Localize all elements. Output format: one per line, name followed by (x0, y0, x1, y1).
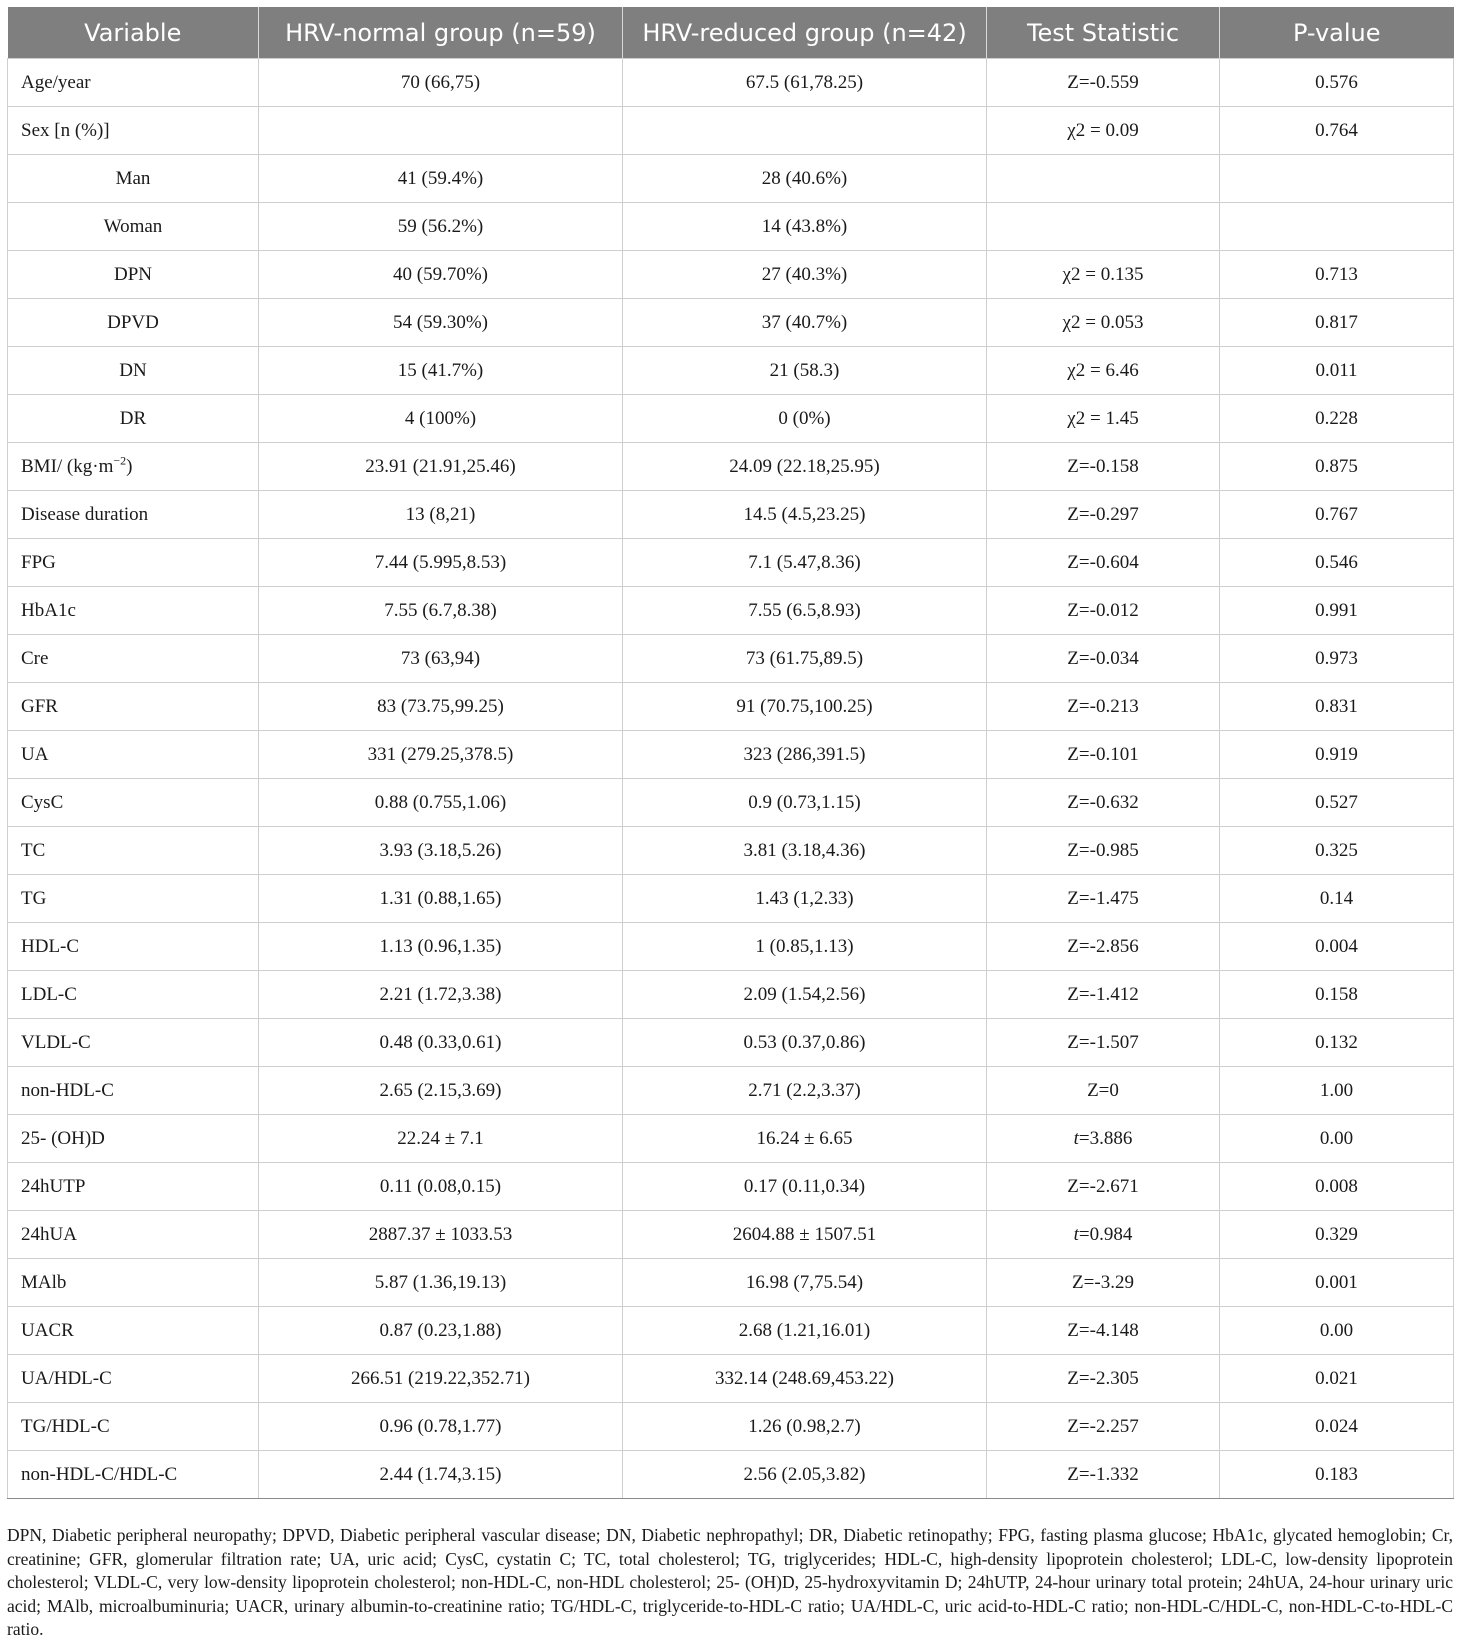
cell-hrv-reduced: 67.5 (61,78.25) (623, 59, 987, 107)
cell-hrv-reduced: 332.14 (248.69,453.22) (623, 1355, 987, 1403)
cell-test-statistic: Z=-1.507 (987, 1019, 1220, 1067)
table-row (8, 731, 1454, 779)
table-row (8, 1211, 1454, 1259)
cell-variable: HbA1c (8, 587, 259, 635)
cell-hrv-reduced: 1.26 (0.98,2.7) (623, 1403, 987, 1451)
cell-p-value: 0.991 (1220, 587, 1454, 635)
table-row (8, 1163, 1454, 1211)
cell-variable: Disease duration (8, 491, 259, 539)
table-row (8, 155, 1454, 203)
cell-hrv-normal: 1.31 (0.88,1.65) (259, 875, 623, 923)
cell-hrv-reduced: 1 (0.85,1.13) (623, 923, 987, 971)
cell-variable: TG (8, 875, 259, 923)
cell-test-statistic: t=0.984 (987, 1211, 1220, 1259)
cell-p-value: 0.817 (1220, 299, 1454, 347)
cell-p-value: 0.008 (1220, 1163, 1454, 1211)
cell-variable: 24hUA (8, 1211, 259, 1259)
cell-hrv-reduced: 0.9 (0.73,1.15) (623, 779, 987, 827)
table-container (7, 7, 1453, 1499)
table-row (8, 1259, 1454, 1307)
table-row (8, 875, 1454, 923)
cell-p-value: 0.183 (1220, 1451, 1454, 1499)
cell-hrv-reduced (623, 107, 987, 155)
cell-hrv-normal: 54 (59.30%) (259, 299, 623, 347)
table-row (8, 1067, 1454, 1115)
cell-hrv-normal: 15 (41.7%) (259, 347, 623, 395)
cell-hrv-reduced: 0 (0%) (623, 395, 987, 443)
cell-test-statistic: χ2 = 0.053 (987, 299, 1220, 347)
cell-hrv-normal: 70 (66,75) (259, 59, 623, 107)
cell-test-statistic: χ2 = 0.135 (987, 251, 1220, 299)
table-row (8, 443, 1454, 491)
cell-variable: MAlb (8, 1259, 259, 1307)
cell-p-value: 0.132 (1220, 1019, 1454, 1067)
cell-p-value: 0.024 (1220, 1403, 1454, 1451)
cell-p-value: 0.919 (1220, 731, 1454, 779)
header-hrv-reduced: HRV-reduced group (n=42) (623, 7, 987, 59)
cell-hrv-normal: 4 (100%) (259, 395, 623, 443)
cell-variable: LDL-C (8, 971, 259, 1019)
cell-hrv-normal: 331 (279.25,378.5) (259, 731, 623, 779)
cell-test-statistic: Z=-0.213 (987, 683, 1220, 731)
cell-hrv-normal: 59 (56.2%) (259, 203, 623, 251)
cell-hrv-normal: 2887.37 ± 1033.53 (259, 1211, 623, 1259)
cell-p-value: 0.875 (1220, 443, 1454, 491)
table-row (8, 539, 1454, 587)
cell-p-value: 0.00 (1220, 1115, 1454, 1163)
cell-hrv-normal: 2.65 (2.15,3.69) (259, 1067, 623, 1115)
cell-hrv-normal: 7.44 (5.995,8.53) (259, 539, 623, 587)
cell-hrv-reduced: 7.55 (6.5,8.93) (623, 587, 987, 635)
table-row (8, 1307, 1454, 1355)
cell-p-value: 0.767 (1220, 491, 1454, 539)
table-row (8, 59, 1454, 107)
cell-hrv-reduced: 3.81 (3.18,4.36) (623, 827, 987, 875)
cell-test-statistic: Z=-0.101 (987, 731, 1220, 779)
cell-p-value: 0.001 (1220, 1259, 1454, 1307)
cell-hrv-reduced: 27 (40.3%) (623, 251, 987, 299)
cell-hrv-normal: 23.91 (21.91,25.46) (259, 443, 623, 491)
cell-p-value (1220, 155, 1454, 203)
cell-variable: TG/HDL-C (8, 1403, 259, 1451)
cell-test-statistic: t=3.886 (987, 1115, 1220, 1163)
cell-hrv-normal: 0.96 (0.78,1.77) (259, 1403, 623, 1451)
cell-hrv-normal: 7.55 (6.7,8.38) (259, 587, 623, 635)
cell-test-statistic: Z=-2.305 (987, 1355, 1220, 1403)
cell-p-value: 0.004 (1220, 923, 1454, 971)
cell-hrv-reduced: 2604.88 ± 1507.51 (623, 1211, 987, 1259)
table-row (8, 1115, 1454, 1163)
table-row (8, 635, 1454, 683)
cell-variable: UA (8, 731, 259, 779)
cell-p-value: 0.329 (1220, 1211, 1454, 1259)
cell-variable: DN (8, 347, 259, 395)
cell-p-value: 0.14 (1220, 875, 1454, 923)
cell-test-statistic: Z=-0.297 (987, 491, 1220, 539)
cell-hrv-normal: 41 (59.4%) (259, 155, 623, 203)
table-row (8, 251, 1454, 299)
cell-variable: CysC (8, 779, 259, 827)
cell-variable: VLDL-C (8, 1019, 259, 1067)
cell-test-statistic: Z=-0.158 (987, 443, 1220, 491)
table-row (8, 683, 1454, 731)
cell-hrv-reduced: 37 (40.7%) (623, 299, 987, 347)
cell-hrv-normal: 0.11 (0.08,0.15) (259, 1163, 623, 1211)
table-row (8, 1019, 1454, 1067)
header-hrv-normal: HRV-normal group (n=59) (259, 7, 623, 59)
cell-hrv-normal: 73 (63,94) (259, 635, 623, 683)
cell-hrv-normal: 40 (59.70%) (259, 251, 623, 299)
cell-p-value: 0.00 (1220, 1307, 1454, 1355)
table-row (8, 203, 1454, 251)
cell-variable: Cre (8, 635, 259, 683)
cell-p-value: 0.576 (1220, 59, 1454, 107)
cell-variable: DPVD (8, 299, 259, 347)
cell-hrv-reduced: 2.71 (2.2,3.37) (623, 1067, 987, 1115)
cell-hrv-normal: 0.88 (0.755,1.06) (259, 779, 623, 827)
cell-variable: UACR (8, 1307, 259, 1355)
table-row (8, 1451, 1454, 1499)
cell-p-value (1220, 203, 1454, 251)
cell-test-statistic: Z=-1.475 (987, 875, 1220, 923)
cell-p-value: 1.00 (1220, 1067, 1454, 1115)
cell-hrv-reduced: 323 (286,391.5) (623, 731, 987, 779)
cell-p-value: 0.158 (1220, 971, 1454, 1019)
table-row (8, 299, 1454, 347)
cell-hrv-reduced: 91 (70.75,100.25) (623, 683, 987, 731)
table-footnote: DPN, Diabetic peripheral neuropathy; DPVD, Diabetic peripheral vascular disease; DN, Diabetic nephropathyl; DR, Diabetic retinopathy; FPG, fasting plasma glucose; HbA1c, glycated hemoglobin; Cr, creatinine; GFR, glomerular filtration rate; UA, uric acid; CysC, cystatin C; TC, total cholesterol; TG, triglycerides; HDL-C, high-density lipoprotein cholesterol; LDL-C, low-density lipoprotein cholesterol; VLDL-C, very low-density lipoprotein cholesterol; non-HDL-C, non-HDL cholesterol; 25- (OH)D, 25-hydroxyvitamin D; 24hUTP, 24-hour urinary total protein; 24hUA, 24-hour urinary uric acid; MAlb, microalbuminuria; UACR, urinary albumin-to-creatinine ratio; TG/HDL-C, triglyceride-to-HDL-C ratio; UA/HDL-C, uric acid-to-HDL-C ratio; non-HDL-C/HDL-C, non-HDL-C-to-HDL-C ratio. (7, 1525, 1453, 1640)
cell-variable: HDL-C (8, 923, 259, 971)
cell-hrv-normal: 22.24 ± 7.1 (259, 1115, 623, 1163)
cell-hrv-normal: 13 (8,21) (259, 491, 623, 539)
header-variable: Variable (8, 7, 259, 59)
cell-test-statistic: Z=-3.29 (987, 1259, 1220, 1307)
cell-test-statistic: Z=-4.148 (987, 1307, 1220, 1355)
cell-test-statistic: Z=-2.257 (987, 1403, 1220, 1451)
table-row (8, 1355, 1454, 1403)
table-row (8, 779, 1454, 827)
cell-hrv-reduced: 7.1 (5.47,8.36) (623, 539, 987, 587)
cell-test-statistic: Z=-0.604 (987, 539, 1220, 587)
cell-hrv-reduced: 73 (61.75,89.5) (623, 635, 987, 683)
table-body (8, 59, 1454, 1499)
cell-hrv-normal: 83 (73.75,99.25) (259, 683, 623, 731)
cell-hrv-reduced: 1.43 (1,2.33) (623, 875, 987, 923)
cell-variable: Age/year (8, 59, 259, 107)
cell-hrv-reduced: 14.5 (4.5,23.25) (623, 491, 987, 539)
table-row (8, 1403, 1454, 1451)
cell-test-statistic: Z=-2.671 (987, 1163, 1220, 1211)
cell-hrv-normal (259, 107, 623, 155)
cell-variable: Woman (8, 203, 259, 251)
cell-hrv-normal: 0.48 (0.33,0.61) (259, 1019, 623, 1067)
cell-test-statistic: χ2 = 1.45 (987, 395, 1220, 443)
table-row (8, 395, 1454, 443)
cell-test-statistic (987, 155, 1220, 203)
table-header (8, 7, 1454, 59)
data-table (7, 7, 1454, 1499)
cell-variable: UA/HDL-C (8, 1355, 259, 1403)
cell-p-value: 0.527 (1220, 779, 1454, 827)
cell-p-value: 0.831 (1220, 683, 1454, 731)
cell-p-value: 0.011 (1220, 347, 1454, 395)
table-row (8, 587, 1454, 635)
cell-test-statistic: Z=-1.332 (987, 1451, 1220, 1499)
header-p-value: P-value (1220, 7, 1454, 59)
cell-hrv-reduced: 0.53 (0.37,0.86) (623, 1019, 987, 1067)
cell-hrv-reduced: 16.24 ± 6.65 (623, 1115, 987, 1163)
header-row (8, 7, 1454, 59)
cell-variable: TC (8, 827, 259, 875)
cell-hrv-reduced: 14 (43.8%) (623, 203, 987, 251)
cell-variable: 25- (OH)D (8, 1115, 259, 1163)
cell-hrv-reduced: 28 (40.6%) (623, 155, 987, 203)
cell-p-value: 0.973 (1220, 635, 1454, 683)
cell-hrv-reduced: 21 (58.3) (623, 347, 987, 395)
cell-test-statistic: Z=-0.985 (987, 827, 1220, 875)
table-row (8, 971, 1454, 1019)
cell-test-statistic (987, 203, 1220, 251)
cell-hrv-normal: 5.87 (1.36,19.13) (259, 1259, 623, 1307)
cell-hrv-normal: 0.87 (0.23,1.88) (259, 1307, 623, 1355)
table-row (8, 923, 1454, 971)
cell-hrv-reduced: 16.98 (7,75.54) (623, 1259, 987, 1307)
cell-variable: FPG (8, 539, 259, 587)
cell-p-value: 0.546 (1220, 539, 1454, 587)
header-test-statistic: Test Statistic (987, 7, 1220, 59)
cell-hrv-normal: 2.21 (1.72,3.38) (259, 971, 623, 1019)
cell-test-statistic: Z=-0.034 (987, 635, 1220, 683)
cell-variable: DR (8, 395, 259, 443)
cell-variable: BMI/ $(kg\cdot m^{-2})$ (8, 443, 259, 491)
cell-hrv-reduced: 24.09 (22.18,25.95) (623, 443, 987, 491)
cell-hrv-reduced: 2.09 (1.54,2.56) (623, 971, 987, 1019)
cell-variable: non-HDL-C (8, 1067, 259, 1115)
cell-variable: 24hUTP (8, 1163, 259, 1211)
cell-test-statistic: Z=-2.856 (987, 923, 1220, 971)
cell-p-value: 0.021 (1220, 1355, 1454, 1403)
cell-variable: GFR (8, 683, 259, 731)
cell-test-statistic: χ2 = 0.09 (987, 107, 1220, 155)
cell-variable: DPN (8, 251, 259, 299)
table-row (8, 491, 1454, 539)
cell-p-value: 0.325 (1220, 827, 1454, 875)
cell-variable: non-HDL-C/HDL-C (8, 1451, 259, 1499)
cell-test-statistic: Z=-1.412 (987, 971, 1220, 1019)
cell-hrv-normal: 2.44 (1.74,3.15) (259, 1451, 623, 1499)
cell-p-value: 0.713 (1220, 251, 1454, 299)
table-row (8, 347, 1454, 395)
cell-hrv-reduced: 2.68 (1.21,16.01) (623, 1307, 987, 1355)
table-row (8, 107, 1454, 155)
cell-p-value: 0.764 (1220, 107, 1454, 155)
cell-hrv-normal: 266.51 (219.22,352.71) (259, 1355, 623, 1403)
cell-test-statistic: Z=-0.012 (987, 587, 1220, 635)
cell-hrv-reduced: 2.56 (2.05,3.82) (623, 1451, 987, 1499)
cell-p-value: 0.228 (1220, 395, 1454, 443)
cell-hrv-normal: 3.93 (3.18,5.26) (259, 827, 623, 875)
cell-hrv-reduced: 0.17 (0.11,0.34) (623, 1163, 987, 1211)
cell-test-statistic: Z=-0.559 (987, 59, 1220, 107)
cell-test-statistic: Z=0 (987, 1067, 1220, 1115)
cell-test-statistic: χ2 = 6.46 (987, 347, 1220, 395)
cell-test-statistic: Z=-0.632 (987, 779, 1220, 827)
cell-variable: Man (8, 155, 259, 203)
cell-variable: Sex [n (%)] (8, 107, 259, 155)
cell-hrv-normal: 1.13 (0.96,1.35) (259, 923, 623, 971)
table-row (8, 827, 1454, 875)
